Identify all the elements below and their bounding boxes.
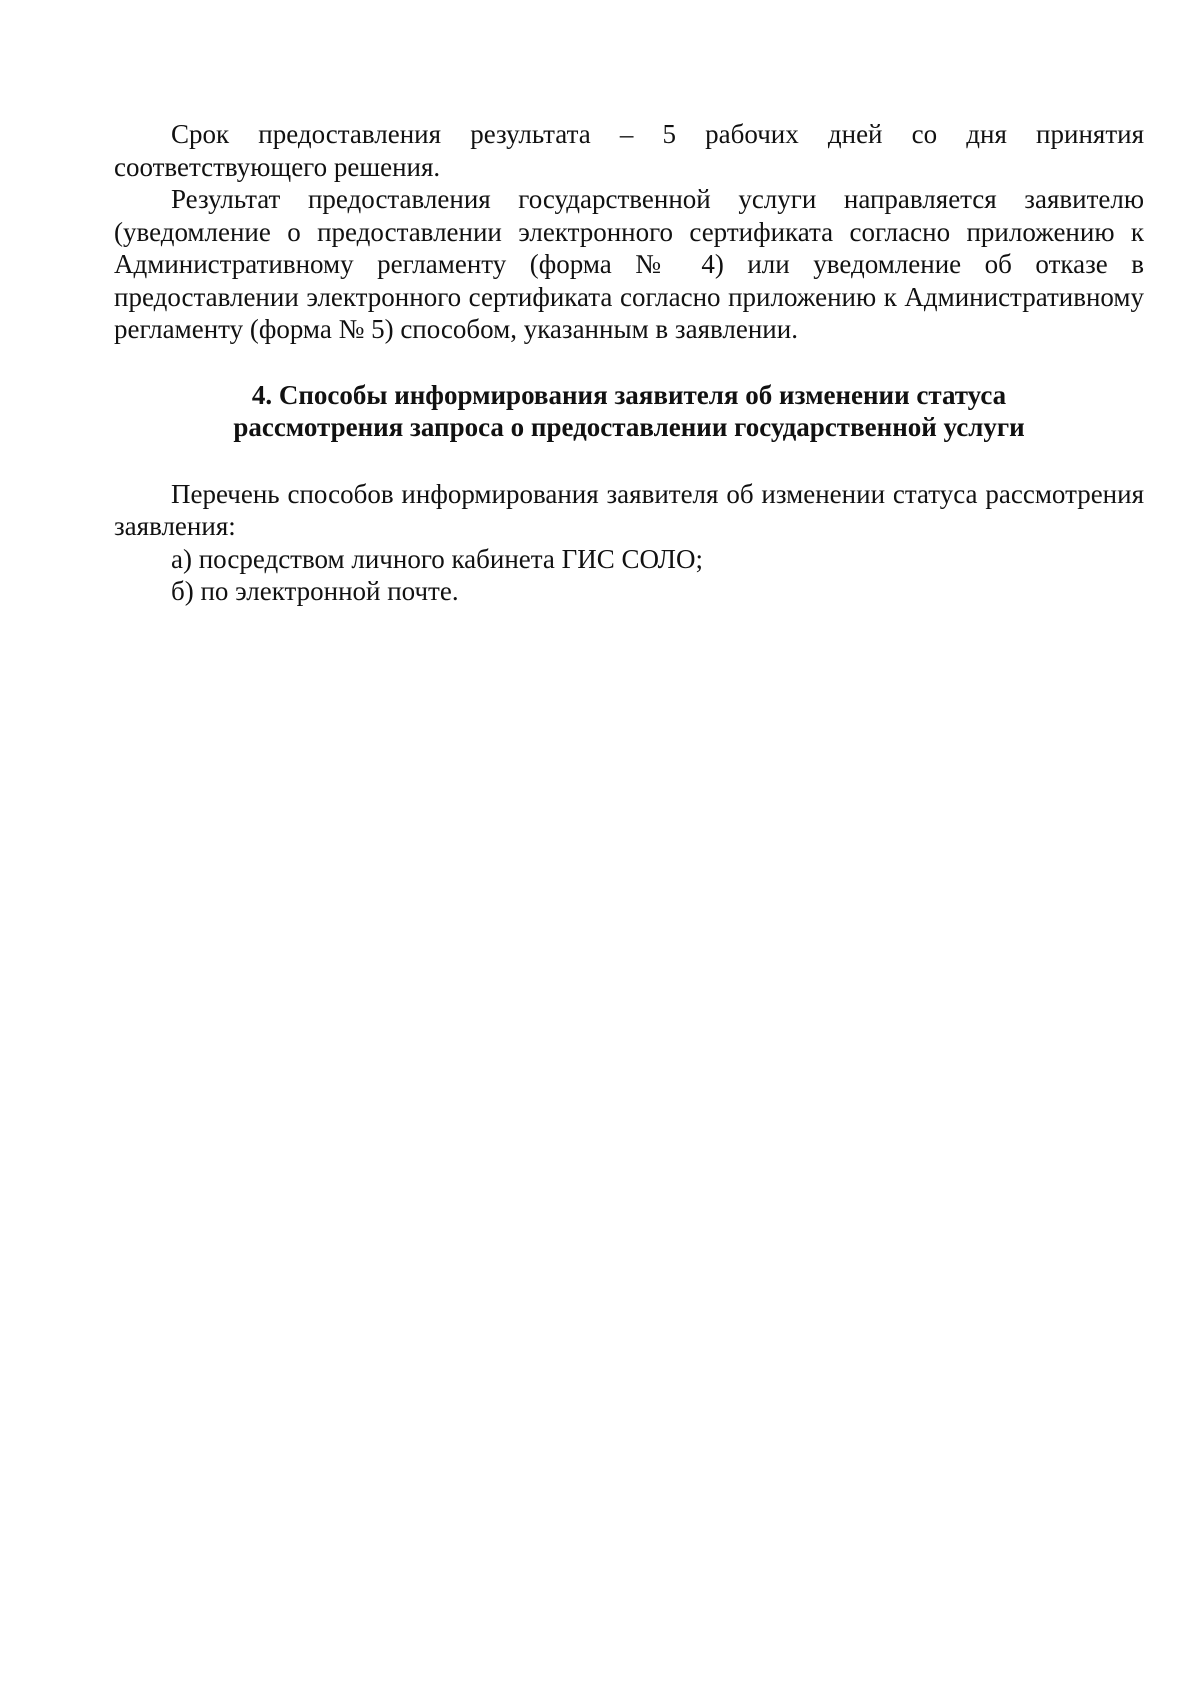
list-item-email: б) по электронной почте. [171,576,459,606]
list-item-personal-account: а) посредством личного кабинета ГИС СОЛО; [171,543,703,574]
paragraph-notification-methods: Перечень способов информирования заявителя об изменении статуса рассмотрения заявления: [114,478,1144,541]
section-heading-line-1: 4. Способы информирования заявителя об изменении статуса [251,379,1007,410]
section-heading-line-2: рассмотрения запроса о предоставлении государственной услуги [233,412,1025,442]
section-heading [114,379,1144,444]
paragraph-result-delivery: Результат предоставления государственной услуги направляется заявителю (уведомление о предоставлении электронного сертификата согласно приложению к Административному регламенту (форма № 4) или уведомление об отказе в предоставлении электронного сертификата согласно приложению к Административному регламенту (форма № 5) способом, указанным в заявлении. [114,184,1144,344]
paragraph-result-term: Срок предоставления результата – 5 рабочих дней со дня принятия соответствующего решения. [114,119,1144,182]
document-body [114,118,1144,608]
